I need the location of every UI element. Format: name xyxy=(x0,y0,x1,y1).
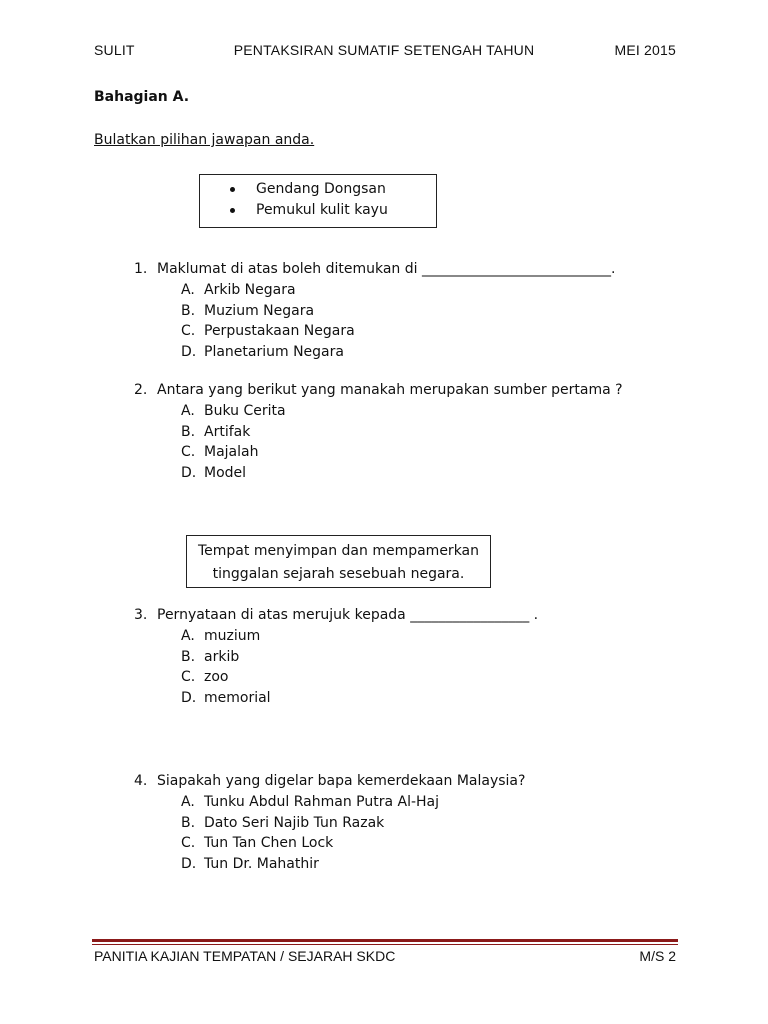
option-letter: B. xyxy=(181,302,196,319)
question-text: Maklumat di atas boleh ditemukan di ___________________________. xyxy=(157,261,616,277)
option-text: muzium xyxy=(204,628,261,644)
option-letter: D. xyxy=(181,689,197,706)
option-text: Tun Tan Chen Lock xyxy=(204,835,334,851)
definition-line: tinggalan sejarah sesebuah negara. xyxy=(212,566,465,582)
question-number: 1. xyxy=(134,261,148,277)
answer-option[interactable] xyxy=(134,626,538,647)
option-letter: A. xyxy=(181,403,195,419)
answer-option[interactable] xyxy=(134,792,525,813)
option-letter: B. xyxy=(181,814,196,831)
option-letter: C. xyxy=(181,323,196,339)
question-1 xyxy=(134,259,615,362)
answer-option[interactable] xyxy=(134,401,623,422)
question-2 xyxy=(134,380,623,483)
answer-option[interactable] xyxy=(134,854,525,875)
option-letter: C. xyxy=(181,835,196,851)
option-letter: A. xyxy=(181,628,195,644)
question-number: 2. xyxy=(134,382,148,398)
footer-rule-thin xyxy=(92,944,678,945)
option-letter: A. xyxy=(181,794,195,810)
option-text: Dato Seri Najib Tun Razak xyxy=(204,814,385,831)
option-text: Tun Dr. Mahathir xyxy=(204,855,319,872)
answer-option[interactable] xyxy=(134,667,538,688)
answer-option[interactable] xyxy=(134,442,623,463)
option-text: Planetarium Negara xyxy=(204,343,344,360)
option-text: Artifak xyxy=(204,423,251,440)
option-text: Perpustakaan Negara xyxy=(204,323,355,339)
info-box-items xyxy=(199,174,437,228)
option-letter: A. xyxy=(181,282,195,298)
option-text: Tunku Abdul Rahman Putra Al-Haj xyxy=(204,794,440,810)
answer-option[interactable] xyxy=(134,342,615,363)
definition-line: Tempat menyimpan dan mempamerkan xyxy=(197,543,480,559)
info-box-bullet: Gendang Dongsan xyxy=(230,179,436,200)
answer-option[interactable] xyxy=(134,422,623,443)
option-letter: C. xyxy=(181,444,196,460)
header-left-label: SULIT xyxy=(94,42,135,58)
option-letter: D. xyxy=(181,855,197,872)
instruction-text: Bulatkan pilihan jawapan anda. xyxy=(94,132,315,148)
header-date: MEI 2015 xyxy=(614,42,676,58)
footer-rule-thick xyxy=(92,939,678,942)
answer-option[interactable] xyxy=(134,813,525,834)
question-text: Siapakah yang digelar bapa kemerdekaan Malaysia? xyxy=(157,773,526,789)
section-title: Bahagian A. xyxy=(94,89,190,105)
option-letter: D. xyxy=(181,343,197,360)
option-text: Majalah xyxy=(204,444,259,460)
answer-option[interactable] xyxy=(134,647,538,668)
question-number: 4. xyxy=(134,773,148,789)
option-letter: C. xyxy=(181,669,196,685)
question-text: Antara yang berikut yang manakah merupakan sumber pertama ? xyxy=(157,382,623,398)
option-text: Arkib Negara xyxy=(204,282,296,298)
info-box-bullet: Pemukul kulit kayu xyxy=(230,200,436,221)
option-text: arkib xyxy=(204,648,240,665)
question-number: 3. xyxy=(134,607,148,623)
definition-box xyxy=(186,535,491,588)
option-text: zoo xyxy=(204,669,229,685)
option-text: Muzium Negara xyxy=(204,302,315,319)
question-4 xyxy=(134,771,525,874)
option-letter: B. xyxy=(181,648,196,665)
answer-option[interactable] xyxy=(134,321,615,342)
option-text: memorial xyxy=(204,689,271,706)
footer-page-number: M/S 2 xyxy=(639,948,676,964)
footer-committee-label: PANITIA KAJIAN TEMPATAN / SEJARAH SKDC xyxy=(94,948,396,964)
answer-option[interactable] xyxy=(134,833,525,854)
option-text: Buku Cerita xyxy=(204,403,286,419)
question-text: Pernyataan di atas merujuk kepada _________________ . xyxy=(157,607,539,623)
question-3 xyxy=(134,605,538,708)
answer-option[interactable] xyxy=(134,688,538,709)
answer-option[interactable] xyxy=(134,463,623,484)
option-text: Model xyxy=(204,464,247,481)
option-letter: D. xyxy=(181,464,197,481)
option-letter: B. xyxy=(181,423,196,440)
answer-option[interactable] xyxy=(134,280,615,301)
header-title: PENTAKSIRAN SUMATIF SETENGAH TAHUN xyxy=(233,42,535,58)
answer-option[interactable] xyxy=(134,301,615,322)
